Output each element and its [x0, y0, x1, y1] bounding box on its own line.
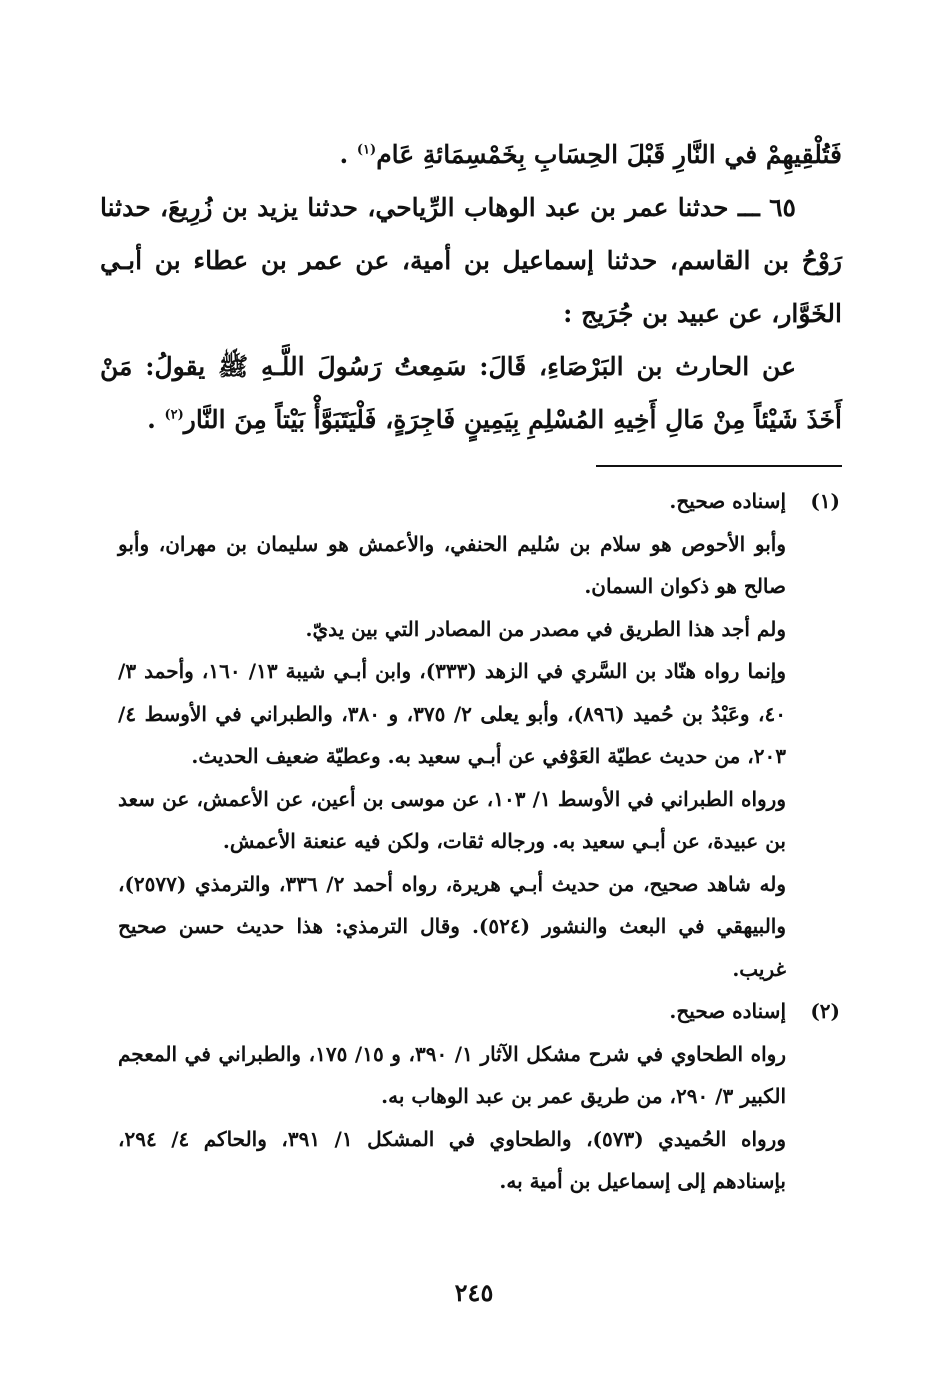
footnote-1: [118, 480, 840, 990]
isnad-text: ـــ حدثنا عمر بن عبد الوهاب الرِّياحي، حدثنا يزيد بن زُرِيعَ، حدثنا رَوْحُ بن القاسم، حدثنا إسماعيل بن أمية، عن عمر بن عطاء بن أبـي الخَوَّار، عن عبيد بن جُرَيج :: [100, 193, 842, 328]
opening-text: فَتُلْقِيهِمْ في النَّارِ قَبْلَ الحِسَابِ بِخَمْسِمَائةِ عَام: [376, 140, 842, 169]
footnote-number: (١): [810, 489, 840, 513]
footnote-ref-2: (٢): [164, 407, 184, 423]
footnote-2: [118, 990, 840, 1203]
footnote-heading: [118, 990, 840, 1033]
footnote-paragraph: ورواه الطبراني في الأوسط ١/ ١٠٣، عن موسى بن أعين، عن الأعمش، عن سعد بن عبيدة، عن أبـي سعيد به. ورجاله ثقات، ولكن فيه عنعنة الأعمش.: [118, 786, 786, 853]
matn-end: .: [147, 405, 165, 434]
main-text: [100, 128, 842, 446]
footnote-paragraph: وإنما رواه هنّاد بن السَّري في الزهد (٣٣٣)، وابن أبـي شيبة ١٣/ ١٦٠، وأحمد ٣/ ٤٠، وعَبْدُ بن حُميد (٨٩٦)، وأبو يعلى ٢/ ٣٧٥، و ٣٨٠، والطبراني في الأوسط ٤/ ٢٠٣، من حديث عطيّة العَوْفي عن أبـي سعيد به. وعطيّة ضعيف الحديث.: [118, 659, 786, 768]
hadith-matn: [100, 340, 842, 446]
footnote-body: [118, 1033, 786, 1203]
footnote-number: (٢): [810, 999, 840, 1023]
footnote-paragraph: ورواه الحُميدي (٥٧٣)، والطحاوي في المشكل ١/ ٣٩١، والحاكم ٤/ ٢٩٤، بإسنادهم إلى إسماعيل بن أمية به.: [118, 1126, 786, 1193]
footnotes: [118, 480, 840, 1203]
footnote-paragraph: وأبو الأحوص هو سلام بن سُليم الحنفي، والأعمش هو سليمان بن مهران، وأبو صالح هو ذكوان السمان.: [118, 531, 786, 598]
hadith-isnad: [100, 181, 842, 340]
footnote-paragraph: رواه الطحاوي في شرح مشكل الآثار ١/ ٣٩٠، و ١٥/ ١٧٥، والطبراني في المعجم الكبير ٣/ ٢٩٠، من طريق عمر بن عبد الوهاب به.: [118, 1041, 786, 1108]
footnote-ref-1: (١): [356, 142, 377, 158]
footnote-body: [118, 523, 786, 991]
footnote-separator: [596, 465, 842, 467]
matn-text: عن الحارث بن البَرْصَاءِ، قَالَ: سَمِعتُ رَسُولَ اللَّـهِ ﷺ يقولُ: مَنْ أَخَذَ شَيْئاً مِنْ مَالِ أَخِيهِ المُسْلِمِ بِيَمِينٍ فَاجِرَةٍ، فَلْيَتَبَوَّأْ بَيْتاً مِنَ النَّار: [100, 352, 842, 434]
footnote-heading-text: إسناده صحيح.: [669, 999, 786, 1023]
hadith-number: ٦٥: [769, 193, 796, 222]
footnote-paragraph: وله شاهد صحيح، من حديث أبـي هريرة، رواه أحمد ٢/ ٣٣٦، والترمذي (٢٥٧٧)، والبيهقي في البعث والنشور (٥٢٤). وقال الترمذي: هذا حديث حسن صحيح غريب.: [118, 871, 787, 981]
opening-line: [100, 128, 842, 181]
footnote-heading: [118, 480, 840, 523]
opening-end: .: [339, 140, 357, 169]
footnote-paragraph: ولم أجد هذا الطريق في مصدر من المصادر التي بين يديّ.: [305, 616, 786, 641]
footnote-heading-text: إسناده صحيح.: [669, 489, 786, 513]
page-number: ٢٤٥: [454, 1278, 494, 1307]
